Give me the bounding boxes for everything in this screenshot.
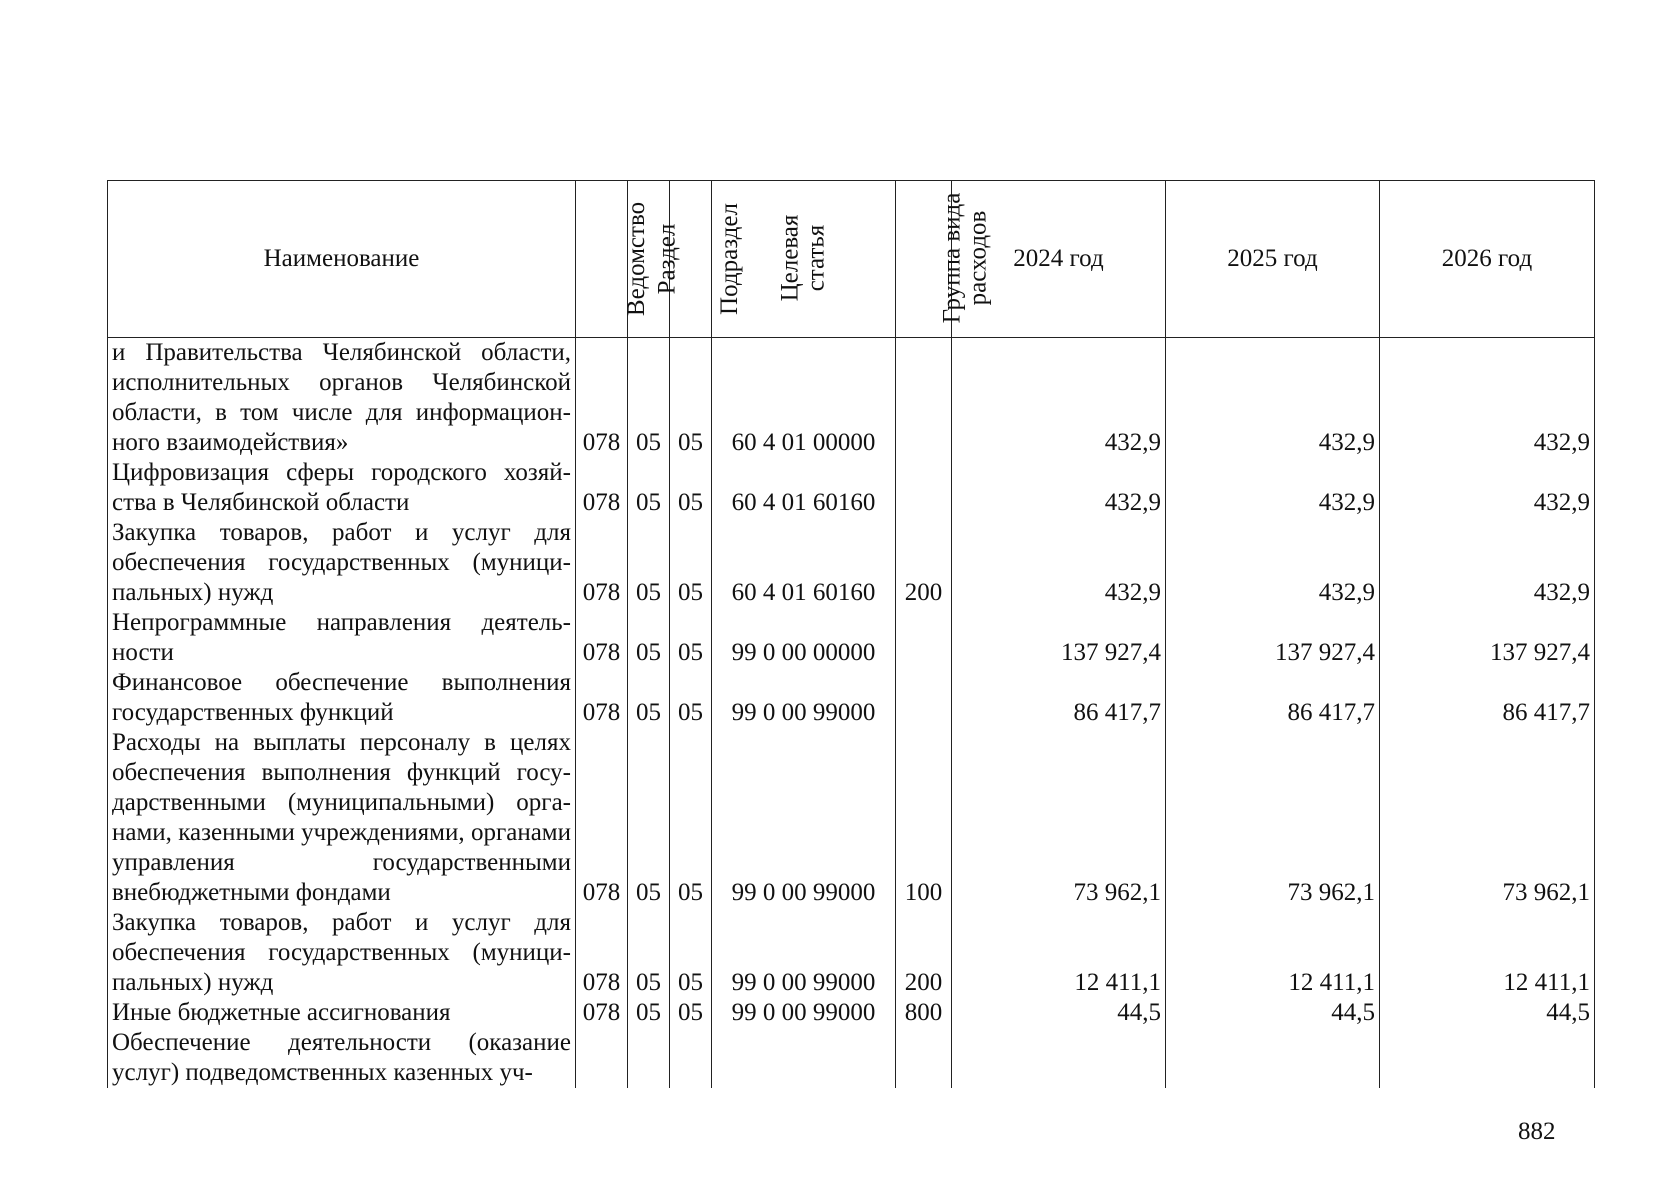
row-value-2024: 86 417,7	[952, 668, 1166, 728]
row-podrazdel: 05	[670, 608, 712, 668]
header-2025: 2025 год	[1166, 181, 1380, 338]
row-name: Обеспечение деятельности (оказание услуг) подведомственных казенных уч-	[108, 1028, 576, 1088]
page-number: 882	[1518, 1118, 1556, 1145]
row-razdel: 05	[628, 338, 670, 459]
row-podrazdel	[670, 1028, 712, 1088]
row-razdel	[628, 1028, 670, 1088]
table-row	[108, 458, 1595, 518]
row-gruppa-vida	[896, 458, 952, 518]
row-value-2026: 44,5	[1380, 998, 1595, 1028]
row-razdel: 05	[628, 908, 670, 998]
row-name: Закупка товаров, работ и услуг для обеспечения государственных (муниципальных) нужд	[108, 908, 576, 998]
row-value-2024: 44,5	[952, 998, 1166, 1028]
row-razdel: 05	[628, 728, 670, 908]
row-value-2025: 73 962,1	[1166, 728, 1380, 908]
row-value-2025: 432,9	[1166, 458, 1380, 518]
row-razdel: 05	[628, 668, 670, 728]
header-celevaya-statya: Целевая статья	[712, 181, 896, 338]
row-name: Финансовое обеспечение выполнения государственных функций	[108, 668, 576, 728]
row-value-2024: 73 962,1	[952, 728, 1166, 908]
row-celevaya-statya	[712, 1028, 896, 1088]
row-razdel: 05	[628, 998, 670, 1028]
header-2024: 2024 год	[952, 181, 1166, 338]
row-value-2025: 432,9	[1166, 338, 1380, 459]
row-vedomstvo: 078	[576, 668, 628, 728]
row-celevaya-statya: 99 0 00 99000	[712, 728, 896, 908]
row-value-2026: 137 927,4	[1380, 608, 1595, 668]
row-value-2026: 86 417,7	[1380, 668, 1595, 728]
row-value-2024	[952, 1028, 1166, 1088]
row-value-2024: 12 411,1	[952, 908, 1166, 998]
row-podrazdel: 05	[670, 458, 712, 518]
row-celevaya-statya: 60 4 01 60160	[712, 518, 896, 608]
row-celevaya-statya: 99 0 00 00000	[712, 608, 896, 668]
row-value-2024: 432,9	[952, 338, 1166, 459]
header-razdel: Раздел	[628, 181, 670, 338]
row-vedomstvo: 078	[576, 338, 628, 459]
row-value-2026: 432,9	[1380, 338, 1595, 459]
row-value-2026	[1380, 1028, 1595, 1088]
header-vedomstvo: Ведомство	[576, 181, 628, 338]
row-gruppa-vida: 200	[896, 518, 952, 608]
row-vedomstvo: 078	[576, 518, 628, 608]
row-razdel: 05	[628, 458, 670, 518]
row-name: Цифровизация сферы городского хозяйства в Челябинской области	[108, 458, 576, 518]
row-celevaya-statya: 60 4 01 00000	[712, 338, 896, 459]
row-name: Закупка товаров, работ и услуг для обеспечения государственных (муниципальных) нужд	[108, 518, 576, 608]
row-value-2025: 86 417,7	[1166, 668, 1380, 728]
row-vedomstvo: 078	[576, 728, 628, 908]
row-name: и Правительства Челябинской области, исполнительных органов Челябинской области, в том числе для информационного взаимодействия»	[108, 338, 576, 459]
row-value-2025: 432,9	[1166, 518, 1380, 608]
row-value-2026: 432,9	[1380, 518, 1595, 608]
row-gruppa-vida	[896, 338, 952, 459]
row-gruppa-vida	[896, 608, 952, 668]
row-vedomstvo	[576, 1028, 628, 1088]
header-gruppa-vida-rashodov: Группа вида расходов	[896, 181, 952, 338]
row-value-2026: 12 411,1	[1380, 908, 1595, 998]
row-gruppa-vida: 100	[896, 728, 952, 908]
row-value-2026: 73 962,1	[1380, 728, 1595, 908]
row-podrazdel: 05	[670, 998, 712, 1028]
row-podrazdel: 05	[670, 338, 712, 459]
row-name: Расходы на выплаты персоналу в целях обеспечения выполнения функций государственными (муниципальными) органами, казенными учреждениями, органами управления государственными внебюджетными фондами	[108, 728, 576, 908]
table-header-row	[108, 181, 1595, 338]
row-value-2025: 137 927,4	[1166, 608, 1380, 668]
row-vedomstvo: 078	[576, 998, 628, 1028]
row-vedomstvo: 078	[576, 458, 628, 518]
row-value-2024: 432,9	[952, 458, 1166, 518]
row-celevaya-statya: 99 0 00 99000	[712, 668, 896, 728]
row-value-2024: 137 927,4	[952, 608, 1166, 668]
row-celevaya-statya: 60 4 01 60160	[712, 458, 896, 518]
row-value-2025: 12 411,1	[1166, 908, 1380, 998]
row-podrazdel: 05	[670, 908, 712, 998]
table-row	[108, 668, 1595, 728]
table-row	[108, 518, 1595, 608]
row-gruppa-vida	[896, 1028, 952, 1088]
row-celevaya-statya: 99 0 00 99000	[712, 908, 896, 998]
row-gruppa-vida: 800	[896, 998, 952, 1028]
row-vedomstvo: 078	[576, 908, 628, 998]
row-podrazdel: 05	[670, 518, 712, 608]
row-podrazdel: 05	[670, 668, 712, 728]
table-row	[108, 338, 1595, 459]
table-row	[108, 728, 1595, 908]
row-name: Иные бюджетные ассигнования	[108, 998, 576, 1028]
row-value-2024: 432,9	[952, 518, 1166, 608]
row-value-2025	[1166, 1028, 1380, 1088]
row-razdel: 05	[628, 518, 670, 608]
budget-table	[107, 180, 1595, 1088]
header-2026: 2026 год	[1380, 181, 1595, 338]
table-row	[108, 1028, 1595, 1088]
row-vedomstvo: 078	[576, 608, 628, 668]
row-value-2026: 432,9	[1380, 458, 1595, 518]
header-podrazdel: Подраздел	[670, 181, 712, 338]
row-gruppa-vida: 200	[896, 908, 952, 998]
row-gruppa-vida	[896, 668, 952, 728]
row-name: Непрограммные направления деятельности	[108, 608, 576, 668]
row-value-2025: 44,5	[1166, 998, 1380, 1028]
table-row	[108, 608, 1595, 668]
row-podrazdel: 05	[670, 728, 712, 908]
table-row	[108, 908, 1595, 998]
row-razdel: 05	[628, 608, 670, 668]
row-celevaya-statya: 99 0 00 99000	[712, 998, 896, 1028]
header-name: Наименование	[108, 181, 576, 338]
table-row	[108, 998, 1595, 1028]
